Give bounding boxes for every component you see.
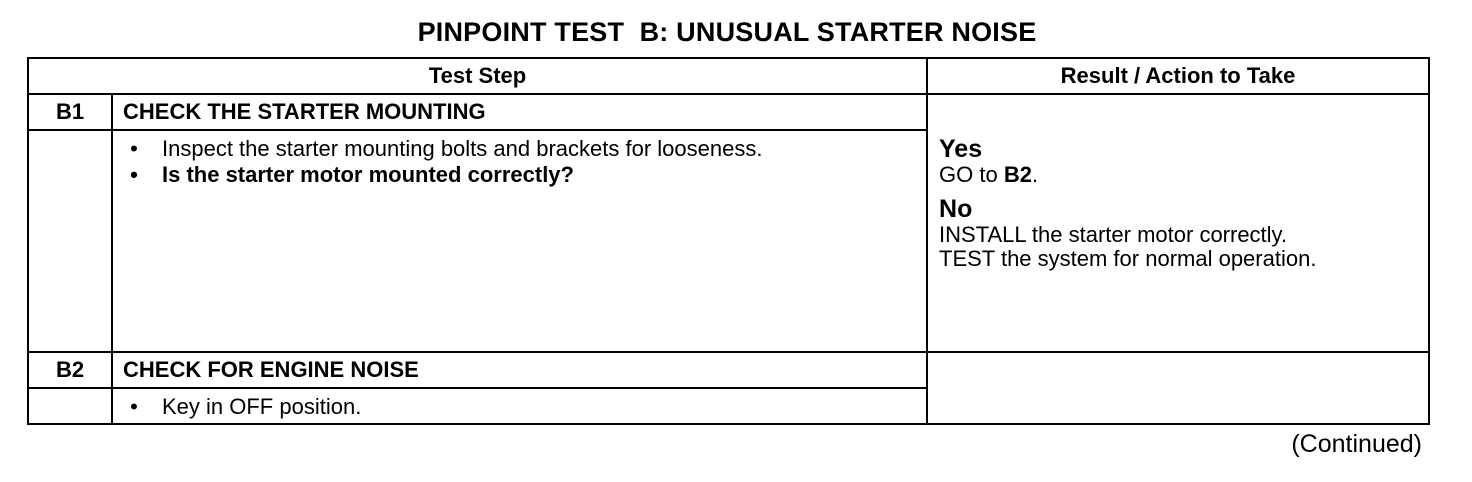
result-yes-ref: B2 [1003, 162, 1032, 187]
result-yes-block [939, 135, 1428, 187]
title-part-2: B: UNUSUAL STARTER NOISE [639, 17, 1037, 47]
result-no-label: No [939, 195, 973, 223]
result-yes-prefix: GO to [939, 162, 1004, 187]
step-heading-b1: CHECK THE STARTER MOUNTING [112, 94, 927, 130]
step-heading-row-b2 [28, 352, 1429, 388]
title-part-1: PINPOINT TEST [417, 17, 625, 47]
result-no-block [939, 195, 1428, 271]
step-heading-b2: CHECK FOR ENGINE NOISE [112, 352, 927, 388]
continued-note: (Continued) [1291, 430, 1422, 458]
step-heading-row-b1 [28, 94, 1429, 130]
step-body-spacer-b2 [28, 388, 112, 424]
page-title [0, 14, 1454, 50]
bullet-icon: • [130, 394, 138, 419]
list-item [124, 394, 926, 420]
step-id-b1: B1 [28, 94, 112, 130]
list-item [124, 162, 926, 188]
result-yes-suffix: . [1031, 162, 1039, 187]
bullet-icon: • [130, 136, 138, 161]
header-test-step: Test Step [28, 58, 927, 94]
header-result-action: Result / Action to Take [927, 58, 1429, 94]
bullet-text: Key in OFF position. [162, 394, 362, 419]
pinpoint-test-table [27, 57, 1430, 425]
bullet-icon: • [130, 162, 138, 187]
result-cell-b1 [927, 94, 1429, 352]
result-no-line-1: INSTALL the starter motor correctly. [939, 222, 1288, 247]
list-item [124, 136, 926, 162]
bullet-list-b1 [124, 136, 926, 188]
result-cell-b2 [927, 352, 1429, 424]
result-yes-label: Yes [939, 135, 983, 163]
bullet-text: Is the starter motor mounted correctly? [162, 162, 574, 187]
result-yes-text [939, 163, 1428, 187]
bullet-list-b2 [124, 394, 926, 420]
result-no-line-2: TEST the system for normal operation. [939, 246, 1317, 271]
step-id-b2: B2 [28, 352, 112, 388]
step-body-b1 [112, 130, 927, 352]
table-header-row [28, 58, 1429, 94]
bullet-text: Inspect the starter mounting bolts and brackets for looseness. [162, 136, 763, 161]
step-body-b2 [112, 388, 927, 424]
step-body-spacer-b1 [28, 130, 112, 352]
